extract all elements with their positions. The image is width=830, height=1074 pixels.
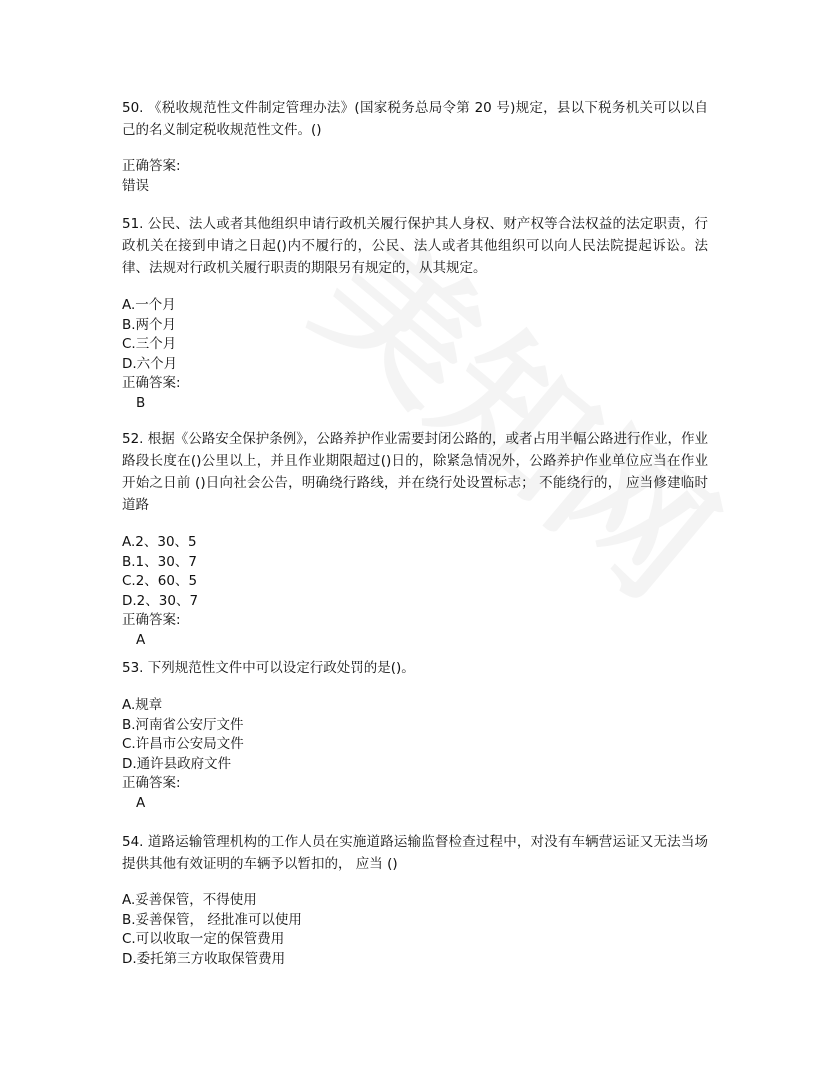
option-d: D.2、30、7	[122, 592, 199, 609]
question-51	[122, 213, 708, 413]
option-c: C.2、60、5	[122, 573, 198, 589]
answer-label: 正确答案:	[122, 775, 181, 791]
option-d: D.六个月	[122, 355, 178, 372]
question-stem: 51. 公民、法人或者其他组织申请行政机关履行保护其人身权、财产权等合法权益的法定职责，行政机关在接到申请之日起()内不履行的，公民、法人或者其他组织可以向人民法院提起诉讼。法律、法规对行政机关履行职责的期限另有规定的，从其规定。	[122, 216, 708, 276]
answer-value: 错误	[122, 177, 149, 194]
question-stem: 52. 根据《公路安全保护条例》，公路养护作业需要封闭公路的，或者占用半幅公路进行作业，作业路段长度在()公里以上，并且作业期限超过()日的，除紧急情况外，公路养护作业单位应当在作业开始之日前 ()日向社会公告，明确绕行路线，并在绕行处设置标志； 不能绕行的， 应当修建临时道路	[122, 431, 709, 513]
option-a: A.一个月	[122, 297, 176, 313]
option-list	[122, 891, 708, 969]
question-stem: 54. 道路运输管理机构的工作人员在实施道路运输监督检查过程中，对没有车辆营运证又无法当场提供其他有效证明的车辆予以暂扣的， 应当 ()	[122, 834, 708, 872]
answer-value: A	[136, 631, 146, 648]
option-c: C.可以收取一定的保管费用	[122, 931, 285, 947]
option-c: C.三个月	[122, 336, 177, 352]
answer-value: A	[136, 794, 146, 811]
answer-label: 正确答案:	[122, 612, 181, 628]
answer-label: 正确答案:	[122, 158, 181, 174]
option-b: B.河南省公安厅文件	[122, 716, 244, 733]
answer-value: B	[136, 394, 146, 411]
option-d: D.通许县政府文件	[122, 755, 232, 772]
question-54	[122, 831, 708, 969]
question-53	[122, 657, 708, 813]
option-a: A.规章	[122, 697, 163, 713]
option-a: A.2、30、5	[122, 534, 197, 550]
option-b: B.妥善保管， 经批准可以使用	[122, 911, 302, 928]
option-list	[122, 696, 708, 774]
option-c: C.许昌市公安局文件	[122, 736, 244, 752]
option-d: D.委托第三方收取保管费用	[122, 950, 286, 967]
answer-label: 正确答案:	[122, 375, 181, 391]
option-b: B.两个月	[122, 316, 177, 333]
question-50	[122, 97, 708, 196]
question-52	[122, 428, 708, 650]
option-a: A.妥善保管，不得使用	[122, 892, 257, 908]
question-stem: 53. 下列规范性文件中可以设定行政处罚的是()。	[122, 660, 415, 676]
option-list	[122, 296, 708, 374]
option-list	[122, 533, 708, 611]
question-stem: 50. 《税收规范性文件制定管理办法》(国家税务总局令第 20 号)规定，县以下税务机关可以以自己的名义制定税收规范性文件。()	[122, 100, 708, 138]
option-b: B.1、30、7	[122, 553, 197, 570]
